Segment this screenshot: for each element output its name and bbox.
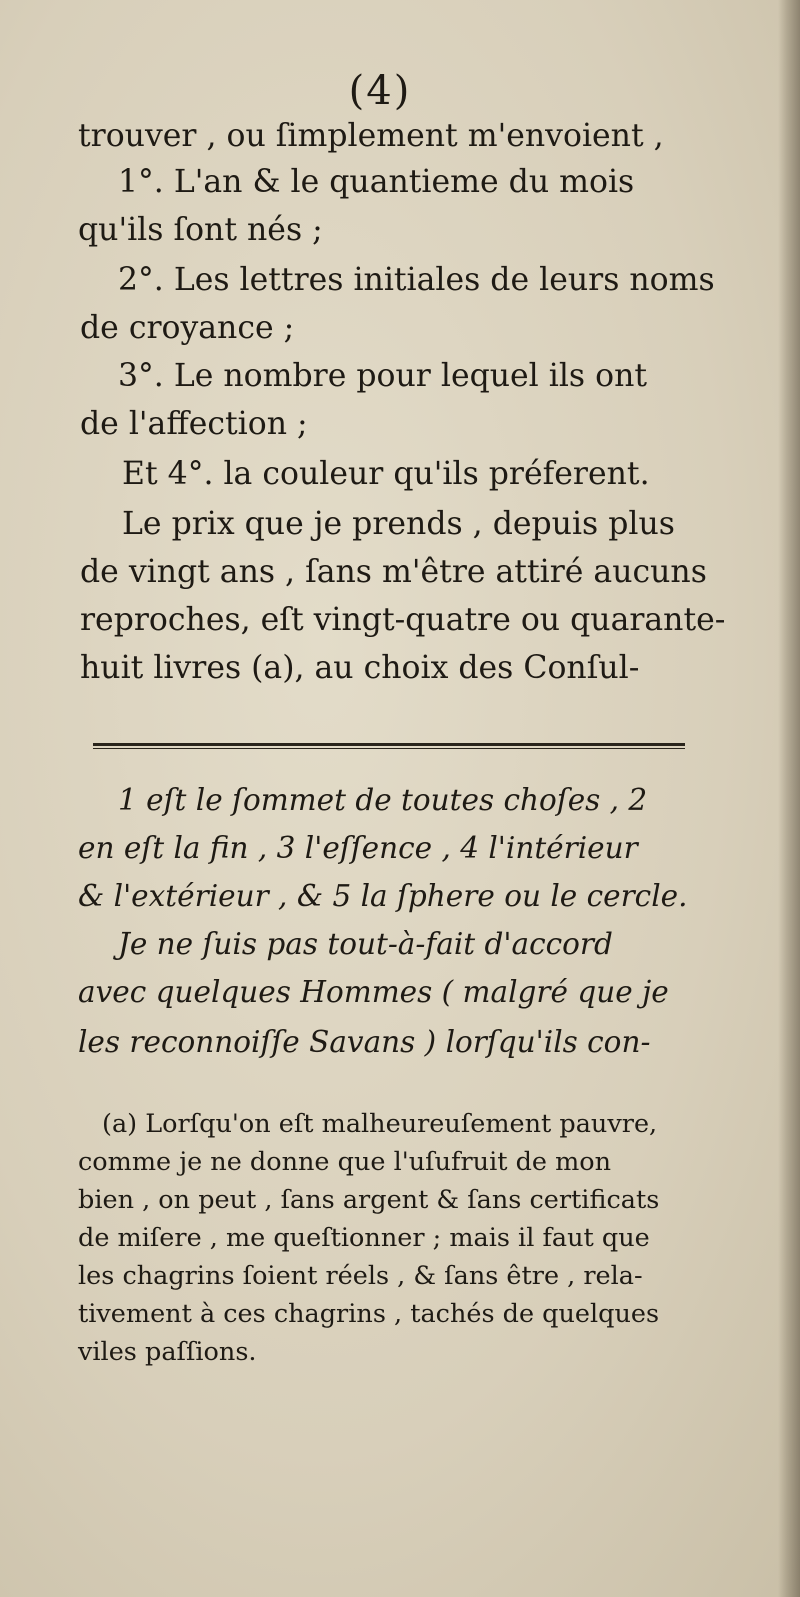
text-line: de croyance ; bbox=[80, 310, 295, 346]
text-line: qu'ils ſont nés ; bbox=[78, 212, 323, 248]
separator-rule-thin bbox=[93, 748, 685, 749]
page-number: (4) bbox=[348, 68, 412, 114]
footnote-line: comme je ne donne que l'uſufruit de mon bbox=[78, 1147, 612, 1177]
text-line: trouver , ou ſimplement m'envoient , bbox=[78, 118, 664, 154]
text-line: 2°. Les lettres initiales de leurs noms bbox=[118, 262, 715, 298]
note-line: 1 eſt le ſommet de toutes choſes , 2 bbox=[118, 783, 648, 817]
text-line: de vingt ans , ſans m'être attiré aucuns bbox=[80, 554, 707, 590]
footnote-line: les chagrins ſoient réels , & ſans être , rela- bbox=[78, 1261, 643, 1291]
note-line: & l'extérieur , & 5 la ſphere ou le cercle. bbox=[78, 879, 688, 913]
text-line: 3°. Le nombre pour lequel ils ont bbox=[118, 358, 648, 394]
footnote-line: de miſere , me queſtionner ; mais il faut que bbox=[78, 1223, 650, 1253]
note-line: en eſt la fin , 3 l'eſſence , 4 l'intérieur bbox=[78, 831, 638, 865]
footnote-line: (a) Lorſqu'on eſt malheureuſement pauvre, bbox=[102, 1109, 658, 1139]
note-line: les reconnoiſſe Savans ) lorſqu'ils con- bbox=[78, 1025, 651, 1059]
text-line: Et 4°. la couleur qu'ils préferent. bbox=[122, 456, 650, 492]
text-line: Le prix que je prends , depuis plus bbox=[122, 506, 675, 542]
text-line: huit livres (a), au choix des Conſul- bbox=[80, 650, 640, 686]
page-edge-shadow bbox=[778, 0, 800, 1597]
separator-rule bbox=[93, 743, 685, 746]
footnote-line: tivement à ces chagrins , tachés de quelques bbox=[78, 1299, 660, 1329]
footnote-line: viles paſſions. bbox=[78, 1337, 257, 1367]
text-line: reproches, eſt vingt-quatre ou quarante- bbox=[80, 602, 726, 638]
text-line: 1°. L'an & le quantieme du mois bbox=[118, 164, 635, 200]
note-line: avec quelques Hommes ( malgré que je bbox=[78, 975, 669, 1009]
text-line: de l'affection ; bbox=[80, 406, 308, 442]
footnote-line: bien , on peut , ſans argent & ſans certificats bbox=[78, 1185, 660, 1215]
note-line: Je ne ſuis pas tout-à-fait d'accord bbox=[118, 927, 613, 961]
